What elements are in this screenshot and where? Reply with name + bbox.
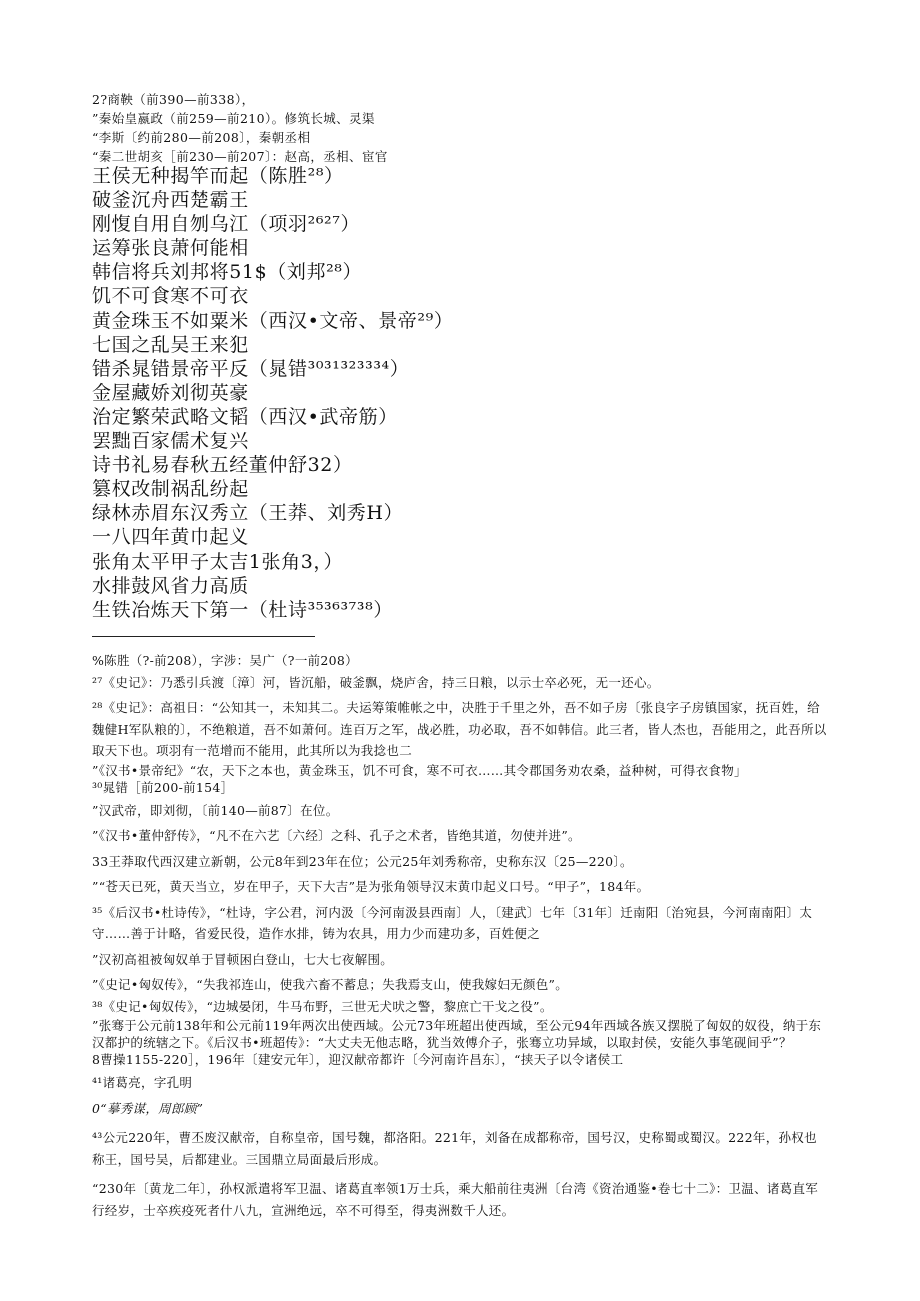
intro-line: 2?商鞅（前390—前338）， [92,92,255,107]
footnote: 8曹操1155-220］，196年〔建安元年〕，迎汉献帝都许〔今河南许昌东〕，“挟天子以令诸侯工 [92,1052,624,1067]
footnote: ”张骞于公元前138年和公元前119年两次出使西域。公元73年班超出使西域，至公元94年西域各族又摆脱了匈奴的奴役，纳于东汉都护的统辖之下。《后汉书•班超传》：“大丈夫无他志略，犹当效傅介子，张骞立功异域，以取封侯，安能久事笔砚间乎”？ [92,1018,822,1050]
verse-line: 诗书礼易春秋五经董仲舒32） [92,454,353,477]
verse-line: 黄金珠玉不如粟米（西汉•文帝、景帝²⁹） [92,309,454,332]
footnote: ²⁸《史记》：高祖日：“公知其一，未知其二。夫运筹策帷帐之中，决胜于千里之外，吾不如子房〔张良字子房镇国家，抚百姓，给魏健H军队粮的〕，不绝粮道，吾不如萧何。连百万之军，战必胜，功必取，吾不如韩信。此三者，皆人杰也，吾能用之，此吾所以取天下也。项羽有一范增而不能用，此其所以为我捻也二 [92,700,827,758]
verse-line: 破釜沉舟西楚霸王 [92,189,249,212]
footnote: 0“摹秀谋，周郎顾” [92,1100,204,1116]
footnote: ”《汉书•景帝纪》“农，天下之本也，黄金珠玉，饥不可食，寒不可衣……其令郡国务劝农桑，益种树，可得衣食物」 [92,762,747,778]
footnote: ²⁷《史记》：乃悉引兵渡〔漳〕河，皆沉船，破釜飘，烧庐舍，持三日粮，以示士卒必死，无一还心。 [92,674,660,690]
verse-line: 刚愎自用自刎乌江（项羽²⁶²⁷） [92,213,361,236]
footnote: ⁴³公元220年，曹丕废汉献帝，自称皇帝，国号魏，都洛阳。221年，刘备在成都称帝，国号汉，史称蜀或蜀汉。222年，孙权也称王，国号吴，后都建业。三国鼎立局面最后形成。 [92,1130,817,1167]
verse-line: 生铁冶炼天下第一（杜诗³⁵³⁶³⁷³⁸） [92,598,393,621]
footnote: ”《汉书•董仲舒传》，“凡不在六艺〔六经〕之科、孔子之术者，皆绝其道，勿使并进”。 [92,828,581,843]
footnote: ³⁸《史记•匈奴传》，“边城晏闭，牛马布野，三世无犬吠之警，黎庶亡干戈之役”。 [92,998,553,1014]
verse-line: 水排鼓风省力高质 [92,574,249,597]
intro-line: “秦二世胡亥［前230—前207〕：赵高，丞相、宦官 [92,149,388,164]
footnote: ³⁰晁错［前200-前154］ [92,779,234,795]
verse-line: 金屋藏娇刘彻英豪 [92,381,249,404]
footnote: ”汉武帝，即刘彻，〔前140—前87〕在位。 [92,802,339,818]
footnote: ”“苍天已死，黄天当立，岁在甲子，天下大吉”是为张角领导汉末黄巾起义口号。“甲子”，184年。 [92,879,650,894]
verse-line: 绿林赤眉东汉秀立（王莽、刘秀H） [92,502,404,525]
intro-lines [92,90,892,166]
footnote: 33王莽取代西汉建立新朝，公元8年到23年在位；公元25年刘秀称帝，史称东汉〔25—220〕。 [92,853,633,869]
footnote: ”汉初高祖被匈奴单于冒顿困白登山，七大七夜解围。 [92,951,394,967]
intro-line: “李斯〔约前280—前208〕，秦朝丞相 [92,130,311,145]
footnote: “230年〔黄龙二年〕，孙权派遣将军卫温、诸葛直率领1万士兵，乘大船前往夷洲〔台湾《资治通鉴•卷七十二》：卫温、诸葛直军行经岁，士卒疾疫死者什八九，宣洲绝远，卒不可得至，得夷洲数千人还。 [92,1181,819,1218]
intro-line: ”秦始皇嬴政（前259—前210）。修筑长城、灵渠 [92,111,375,126]
verse-line: 一八四年黄巾起义 [92,526,249,549]
footnote: %陈胜（?-前208），字涉：吴广（?一前208） [92,653,358,668]
verse-line: 错杀晁错景帝平反（晁错³⁰³¹³²³³³⁴） [92,357,410,380]
verse-line: 饥不可食寒不可衣 [92,285,249,308]
verse-line: 七国之乱吴王来犯 [92,333,249,356]
verse-block [92,164,892,622]
verse-line: 运筹张良萧何能相 [92,237,249,260]
footnotes [92,650,827,1221]
verse-line: 王侯无种揭竿而起（陈胜²⁸） [92,165,344,187]
verse-line: 治定繁荣武略文韬（西汉•武帝筋） [92,405,398,428]
verse-line: 罢黜百家儒术复兴 [92,430,249,453]
verse-line: 篡权改制祸乱纷起 [92,478,249,501]
verse-line: 韩信将兵刘邦将51$（刘邦²⁸） [92,261,363,284]
footnote: ”《史记•匈奴传》，“失我祁连山，使我六畜不蓄息；失我焉支山，使我嫁妇无颜色”。 [92,977,569,992]
footnote: ⁴¹诸葛亮，字孔明 [92,1075,193,1090]
verse-line: 张角太平甲子太吉1张角3，） [92,550,344,573]
footnote-divider [92,636,315,637]
footnote: ³⁵《后汉书•杜诗传》，“杜诗，字公君，河内汲〔今河南汲县西南〕人，〔建武〕七年〔31年〕迁南阳〔治宛县，今河南南阳〕太守……善于计略，省爱民役，造作水排，铸为农具，用力少而建功多，百姓便之 [92,904,813,941]
